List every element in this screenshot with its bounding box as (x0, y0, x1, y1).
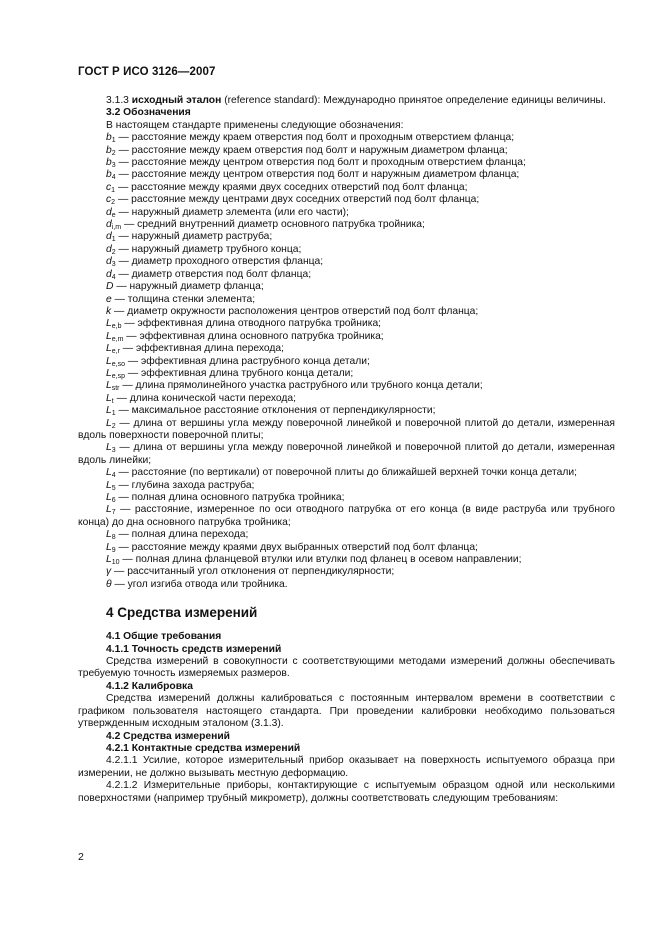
page-number: 2 (78, 851, 84, 863)
symbol-definition (78, 492, 615, 504)
symbol: L (106, 330, 112, 342)
symbol-meaning: — диаметр проходного отверстия фланца; (118, 256, 324, 268)
symbol-subscript: e,m (111, 335, 124, 343)
symbol: L (106, 442, 112, 454)
symbol: L (106, 380, 112, 392)
symbol-definition (78, 157, 615, 169)
symbol-definition (78, 442, 615, 467)
symbol: d (106, 256, 112, 268)
symbol-meaning: — рассчитанный угол отклонения от перпендикулярности; (114, 566, 395, 578)
symbol-subscript: 4 (111, 174, 116, 182)
symbol-definition (78, 269, 615, 281)
symbol-definition (78, 256, 615, 268)
symbol-definition (78, 244, 615, 256)
symbol: b (106, 169, 112, 181)
symbol: L (106, 367, 112, 379)
symbol-definition (78, 356, 615, 368)
symbol-meaning: — расстояние между краями двух выбранных отверстий под болт фланца; (118, 541, 478, 553)
symbol: d (106, 243, 112, 255)
section-4-2-title: 4.2 Средства измерений (106, 730, 231, 742)
symbol-meaning: — расстояние между центром отверстия под болт и проходным отверстием фланца; (118, 157, 526, 169)
symbol-subscript: 1 (111, 137, 116, 145)
symbol-subscript: i,m (111, 224, 122, 232)
symbol-definition (78, 405, 615, 417)
symbol-definition (78, 393, 615, 405)
symbol-subscript: 4 (111, 273, 116, 281)
symbol-meaning: — расстояние между центрами двух соседних отверстий под болт фланца; (117, 194, 480, 206)
symbol: k (106, 305, 112, 317)
symbol-subscript: e,sp (111, 372, 125, 380)
symbol-definition (78, 194, 615, 206)
section-4-1-1-title: 4.1.1 Точность средств измерений (106, 643, 282, 655)
symbol: L (106, 467, 112, 479)
symbol-subscript: 2 (111, 199, 116, 207)
symbol: θ (106, 578, 112, 590)
symbol-definition (78, 554, 615, 566)
symbol-subscript: 4 (111, 472, 116, 480)
symbol-meaning: — наружный диаметр элемента (или его части); (118, 206, 349, 218)
symbol-meaning: — эффективная длина основного патрубка тройника; (126, 330, 384, 342)
symbol-subscript: 9 (111, 546, 116, 554)
symbol-definition (78, 418, 615, 443)
symbol-subscript: 2 (111, 149, 116, 157)
symbol-meaning: — расстояние между центром отверстия под болт и наружным диаметром фланца; (118, 169, 520, 181)
symbol: c (106, 194, 112, 206)
symbol: L (106, 529, 112, 541)
symbol-meaning: — расстояние (по вертикали) от поверочной плиты до ближайшей верхней точки конца детали; (118, 467, 577, 479)
clause-number: 3.1.3 (106, 95, 129, 106)
symbol-meaning: — диаметр отверстия под болт фланца; (118, 268, 312, 280)
symbol: c (106, 181, 112, 193)
symbol: L (106, 318, 112, 330)
symbol-meaning: — эффективная длина перехода; (122, 343, 284, 355)
symbol-definition (78, 480, 615, 492)
symbol-meaning: — полная длина основного патрубка тройника; (118, 492, 345, 503)
symbol-subscript: str (111, 385, 120, 393)
symbol-definition (78, 219, 615, 231)
symbol-definition (78, 231, 615, 243)
symbol-definition (78, 318, 615, 330)
symbol-subscript: 2 (111, 422, 116, 430)
symbol-meaning: — расстояние между краем отверстия под болт и проходным отверстием фланца; (118, 132, 515, 144)
symbol-subscript: e,b (111, 323, 122, 331)
symbol-definition (78, 306, 615, 318)
symbol-definition (78, 529, 615, 541)
symbol-meaning: — эффективная длина раструбного конца детали; (127, 355, 370, 367)
symbol-meaning: — эффективная длина трубного конца детали; (127, 367, 354, 379)
symbol-subscript: 3 (111, 261, 116, 269)
symbol: L (106, 492, 112, 503)
symbol-meaning: — максимальное расстояние отклонения от перпендикулярности; (118, 405, 436, 417)
symbol-meaning: — эффективная длина отводного патрубка тройника; (124, 318, 382, 330)
symbol: L (106, 541, 112, 553)
symbol-subscript: 2 (111, 248, 116, 256)
section-4-2-1-2-text: 4.2.1.2 Измерительные приборы, контактирующие с испытуемым образцом одной или несколькими поверхностями (например трубный микрометр), должны соответствовать следующим требованиям: (78, 780, 615, 804)
symbol-definition (78, 504, 615, 529)
symbol-subscript: e,r (111, 348, 120, 356)
symbol-subscript: t (111, 397, 114, 405)
section-4-2-1-1-text: 4.2.1.1 Усилие, которое измерительный прибор оказывает на поверхность испытуемого образца при измерении, не должно вызывать местную деформацию. (78, 755, 615, 779)
symbol-definition (78, 281, 615, 293)
page-content (78, 95, 615, 805)
symbol-subscript: 10 (111, 559, 120, 567)
symbol-definition (78, 343, 615, 355)
symbol: d (106, 231, 112, 243)
symbol-definition (78, 380, 615, 392)
clause-3-1-3 (78, 95, 615, 107)
symbol-meaning: — расстояние между краями двух соседних отверстий под болт фланца; (117, 181, 468, 193)
symbol-subscript: 7 (111, 509, 116, 517)
symbol-subscript: 3 (111, 447, 116, 455)
symbol-subscript: 1 (111, 236, 116, 244)
symbol-meaning: — расстояние, измеренное по оси отводного патрубка от его конца (в виде раструба или трубного конца) до дна основного патрубка тройника; (78, 504, 615, 528)
symbol-meaning: — наружный диаметр раструба; (118, 231, 273, 243)
symbol-definition (78, 207, 615, 219)
section-4-1-2-text: Средства измерений должны калиброваться с постоянным интервалом времени в соответствии с графиком пользователя настоящего стандарта. При проведении калибровки необходимо пользоваться утвержденным исходным эталоном (3.1.3). (78, 693, 615, 730)
symbol: L (106, 479, 112, 491)
section-3-2-lead: В настоящем стандарте применены следующие обозначения: (106, 119, 404, 131)
section-4-1-1-text: Средства измерений в совокупности с соответствующими методами измерений должны обеспечивать требуемую точность измеряемых размеров. (78, 656, 615, 680)
symbol-meaning: — наружный диаметр трубного конца; (118, 243, 302, 255)
symbol-definition (78, 294, 615, 306)
symbol-subscript: 1 (111, 186, 116, 194)
symbol-meaning: — диаметр окружности расположения центров отверстий под болт фланца; (114, 305, 479, 317)
symbol: b (106, 132, 112, 144)
symbol: L (106, 355, 112, 367)
section-4-title: 4 Средства измерений (106, 605, 258, 621)
symbol-definition (78, 566, 615, 578)
symbol-definition (78, 331, 615, 343)
symbol-definition (78, 467, 615, 479)
symbol-meaning: — наружный диаметр фланца; (116, 281, 264, 293)
symbol-meaning: — длина прямолинейного участка раструбного или трубного конца детали; (122, 380, 483, 392)
symbol: L (106, 392, 112, 404)
symbol: b (106, 144, 112, 156)
symbol-subscript: 3 (111, 162, 116, 170)
symbol-meaning: — полная длина перехода; (118, 529, 249, 541)
symbol: L (106, 343, 112, 355)
symbol-subscript: 6 (111, 497, 116, 504)
term-title: исходный эталон (131, 95, 222, 106)
symbol: d (106, 206, 112, 218)
symbol: d (106, 219, 112, 231)
symbol-subscript: 5 (111, 484, 116, 492)
symbol-definition (78, 145, 615, 157)
symbol-meaning: — расстояние между краем отверстия под болт и наружным диаметром фланца; (118, 144, 508, 156)
symbol-subscript: e (111, 211, 116, 219)
symbol-subscript: 1 (111, 410, 116, 418)
symbol-definition (78, 132, 615, 144)
symbol: L (106, 504, 112, 516)
symbols-list (78, 132, 615, 591)
symbol: L (106, 554, 112, 566)
symbol-meaning: — угол изгиба отвода или тройника. (114, 578, 288, 590)
symbol-subscript: 8 (111, 534, 116, 542)
section-4-1-2-title: 4.1.2 Калибровка (106, 680, 193, 692)
symbol-definition (78, 368, 615, 380)
symbol-meaning: — длина конической части перехода; (116, 392, 296, 404)
symbol-meaning: — толщина стенки элемента; (114, 293, 256, 305)
symbol-meaning: — длина от вершины угла между поверочной линейкой и поверочной плитой до детали, измеренная вдоль поверхности поверочной плиты; (78, 417, 615, 441)
symbol: γ (106, 566, 112, 578)
symbol-definition (78, 579, 615, 591)
symbol: d (106, 268, 112, 280)
symbol: e (106, 293, 112, 305)
document-header: ГОСТ Р ИСО 3126—2007 (78, 66, 216, 78)
symbol: L (106, 405, 112, 417)
symbol-meaning: — полная длина фланцевой втулки или втулки под фланец в осевом направлении; (122, 554, 522, 566)
symbol: L (106, 417, 112, 429)
section-4-1-title: 4.1 Общие требования (106, 631, 222, 643)
symbol-meaning: — глубина захода раструба; (118, 479, 255, 491)
symbol-definition (78, 169, 615, 181)
symbol: D (106, 281, 114, 293)
symbol-meaning: — средний внутренний диаметр основного патрубка тройника; (123, 219, 425, 231)
symbol-subscript: e,so (111, 360, 125, 368)
symbol-definition (78, 542, 615, 554)
symbol-meaning: — длина от вершины угла между поверочной линейкой и поверочной плитой до детали, измеренная вдоль линейки; (78, 442, 615, 466)
term-definition: (reference standard): Международно принятое определение единицы величины. (224, 95, 606, 106)
section-4-2-1-title: 4.2.1 Контактные средства измерений (106, 742, 301, 754)
symbol: b (106, 157, 112, 169)
symbol-definition (78, 182, 615, 194)
section-3-2-title: 3.2 Обозначения (106, 107, 191, 119)
